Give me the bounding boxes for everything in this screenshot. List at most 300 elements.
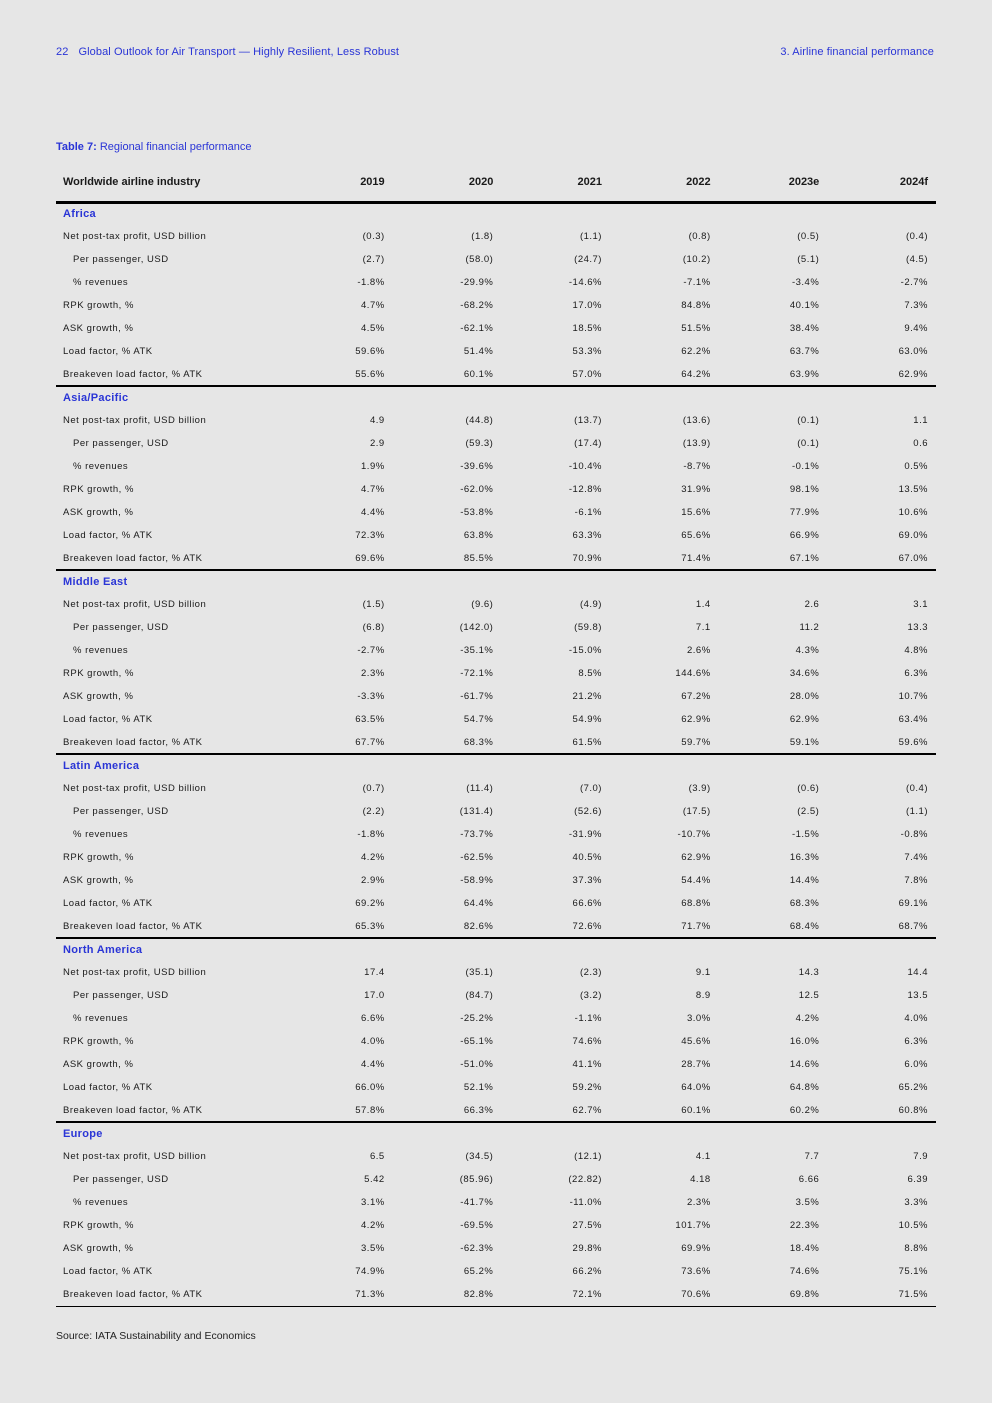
cell-value: 63.0% xyxy=(898,346,928,357)
cell-value: 62.2% xyxy=(681,346,711,357)
cell-value: 9.4% xyxy=(904,323,928,334)
cell-value: (1.1) xyxy=(579,231,602,242)
row-label: RPK growth, % xyxy=(63,852,134,863)
cell-value: -11.0% xyxy=(569,1197,602,1208)
cell-value: 65.2% xyxy=(898,1082,928,1093)
cell-value: 7.1 xyxy=(695,622,711,633)
cell-value: 7.3% xyxy=(904,300,928,311)
year-header: 2022 xyxy=(610,164,719,202)
cell-value: 66.6% xyxy=(572,898,602,909)
cell-value: 69.8% xyxy=(719,1283,828,1306)
cell-value: 31.9% xyxy=(681,484,711,495)
cell-value: 3.5% xyxy=(795,1197,820,1208)
cell-value: -72.1% xyxy=(460,668,494,679)
row-label: RPK growth, % xyxy=(63,300,134,311)
cell-value: 77.9% xyxy=(789,507,820,518)
table-row xyxy=(56,547,936,570)
row-label: ASK growth, % xyxy=(63,507,134,518)
cell-value: 17.4 xyxy=(364,967,385,978)
cell-value: 59.6% xyxy=(355,346,385,357)
cell-value: -53.8% xyxy=(460,507,494,518)
year-header: 2021 xyxy=(501,164,610,202)
table-row xyxy=(56,1099,936,1122)
cell-value: 3.1% xyxy=(361,1197,385,1208)
header-label: Worldwide airline industry xyxy=(56,164,284,202)
cell-value: -12.8% xyxy=(568,484,602,495)
table-row xyxy=(56,1053,936,1076)
cell-value: (3.2) xyxy=(579,990,602,1001)
cell-value: (84.7) xyxy=(465,990,494,1001)
cell-value: 59.2% xyxy=(572,1082,602,1093)
cell-value: -69.5% xyxy=(460,1220,494,1231)
cell-value: 4.2% xyxy=(361,852,385,863)
cell-value: -2.7% xyxy=(357,645,385,656)
table-row xyxy=(56,1076,936,1099)
cell-value: (58.0) xyxy=(465,254,494,265)
cell-value: 85.5% xyxy=(393,547,502,570)
cell-value: 2.3% xyxy=(361,668,385,679)
cell-value: 60.8% xyxy=(827,1099,936,1122)
year-header: 2020 xyxy=(393,164,502,202)
cell-value: -62.1% xyxy=(460,323,494,334)
cell-value: 0.5% xyxy=(904,461,928,472)
cell-value: (1.1) xyxy=(905,806,928,817)
cell-value: 64.0% xyxy=(681,1082,711,1093)
cell-value: 8.9 xyxy=(695,990,711,1001)
cell-value: (2.7) xyxy=(362,254,385,265)
row-label: Per passenger, USD xyxy=(73,1174,169,1185)
document-title: Global Outlook for Air Transport — Highly Resilient, Less Robust xyxy=(78,46,400,58)
table-row xyxy=(56,317,936,340)
region-name: North America xyxy=(63,944,143,956)
cell-value: -1.1% xyxy=(574,1013,602,1024)
year-header: 2024f xyxy=(827,164,936,202)
cell-value: 6.66 xyxy=(798,1174,820,1185)
table-row xyxy=(56,1030,936,1053)
row-label: Load factor, % ATK xyxy=(63,530,153,541)
cell-value: -73.7% xyxy=(460,829,494,840)
row-label: ASK growth, % xyxy=(63,691,134,702)
row-label: Load factor, % ATK xyxy=(63,1082,153,1093)
cell-value: 6.39 xyxy=(907,1174,928,1185)
cell-value: (0.4) xyxy=(905,231,928,242)
cell-value: 11.2 xyxy=(799,622,820,633)
cell-value: 27.5% xyxy=(572,1220,602,1231)
cell-value: 82.8% xyxy=(393,1283,502,1306)
cell-value: 8.5% xyxy=(578,668,602,679)
region-header-row xyxy=(56,754,936,777)
row-label: Load factor, % ATK xyxy=(63,898,153,909)
cell-value: 63.8% xyxy=(463,530,494,541)
table-row xyxy=(56,1145,936,1168)
cell-value: 60.1% xyxy=(610,1099,719,1122)
cell-value: -0.1% xyxy=(791,461,820,472)
cell-value: -0.8% xyxy=(900,829,928,840)
cell-value: 64.4% xyxy=(463,898,494,909)
cell-value: 17.0% xyxy=(572,300,602,311)
row-label: Breakeven load factor, % ATK xyxy=(56,731,284,754)
cell-value: (24.7) xyxy=(574,254,602,265)
row-label: RPK growth, % xyxy=(63,668,134,679)
cell-value: 72.1% xyxy=(501,1283,610,1306)
cell-value: 14.6% xyxy=(789,1059,820,1070)
cell-value: 75.1% xyxy=(898,1266,928,1277)
cell-value: (0.8) xyxy=(688,231,711,242)
row-label: Net post-tax profit, USD billion xyxy=(63,1151,207,1162)
cell-value: (2.2) xyxy=(362,806,385,817)
table-row xyxy=(56,869,936,892)
cell-value: 82.6% xyxy=(393,915,502,938)
cell-value: 65.2% xyxy=(463,1266,494,1277)
cell-value: 10.5% xyxy=(898,1220,928,1231)
table-row xyxy=(56,248,936,271)
cell-value: (142.0) xyxy=(459,622,494,633)
table-body xyxy=(56,202,936,1306)
cell-value: (0.3) xyxy=(362,231,385,242)
cell-value: 74.6% xyxy=(572,1036,602,1047)
cell-value: -35.1% xyxy=(460,645,494,656)
cell-value: 98.1% xyxy=(789,484,820,495)
cell-value: 4.18 xyxy=(690,1174,711,1185)
cell-value: -51.0% xyxy=(460,1059,494,1070)
cell-value: 14.3 xyxy=(798,967,820,978)
row-label: Per passenger, USD xyxy=(73,254,169,265)
cell-value: 64.2% xyxy=(610,363,719,386)
cell-value: (0.6) xyxy=(797,783,820,794)
cell-value: 10.6% xyxy=(898,507,928,518)
cell-value: -1.8% xyxy=(357,829,385,840)
cell-value: 72.3% xyxy=(355,530,385,541)
cell-value: 4.5% xyxy=(361,323,385,334)
table-row xyxy=(56,685,936,708)
cell-value: -15.0% xyxy=(568,645,602,656)
region-name: Latin America xyxy=(63,760,140,772)
cell-value: 2.9 xyxy=(369,438,385,449)
cell-value: (1.8) xyxy=(471,231,494,242)
cell-value: 12.5 xyxy=(798,990,820,1001)
cell-value: 69.1% xyxy=(898,898,928,909)
cell-value: 4.2% xyxy=(361,1220,385,1231)
table-row xyxy=(56,455,936,478)
cell-value: (7.0) xyxy=(579,783,602,794)
section-title: 3. Airline financial performance xyxy=(780,46,934,58)
table-row xyxy=(56,363,936,386)
cell-value: (13.6) xyxy=(682,415,711,426)
cell-value: (9.6) xyxy=(471,599,494,610)
cell-value: 67.7% xyxy=(284,731,393,754)
cell-value: 68.8% xyxy=(681,898,711,909)
cell-value: 68.3% xyxy=(789,898,820,909)
cell-value: 4.8% xyxy=(904,645,928,656)
cell-value: 4.7% xyxy=(361,300,385,311)
page-number: 22 xyxy=(56,46,69,58)
cell-value: (22.82) xyxy=(568,1174,602,1185)
cell-value: 63.4% xyxy=(898,714,928,725)
cell-value: (3.9) xyxy=(688,783,711,794)
cell-value: -3.4% xyxy=(791,277,820,288)
regional-financial-table xyxy=(56,164,936,1307)
table-row xyxy=(56,915,936,938)
cell-value: 51.5% xyxy=(681,323,711,334)
row-label: Breakeven load factor, % ATK xyxy=(56,1099,284,1122)
cell-value: 34.6% xyxy=(789,668,820,679)
table-row xyxy=(56,1214,936,1237)
cell-value: 3.3% xyxy=(904,1197,928,1208)
cell-value: 66.0% xyxy=(355,1082,385,1093)
cell-value: 73.6% xyxy=(681,1266,711,1277)
row-label: ASK growth, % xyxy=(63,1059,134,1070)
cell-value: 64.8% xyxy=(789,1082,820,1093)
cell-value: 1.4 xyxy=(695,599,711,610)
cell-value: 1.9% xyxy=(361,461,385,472)
table-row xyxy=(56,478,936,501)
row-label: % revenues xyxy=(73,461,129,472)
table-row xyxy=(56,225,936,248)
row-label: Breakeven load factor, % ATK xyxy=(56,1283,284,1306)
cell-value: 68.3% xyxy=(393,731,502,754)
row-label: RPK growth, % xyxy=(63,484,134,495)
cell-value: 13.3 xyxy=(907,622,928,633)
row-label: Per passenger, USD xyxy=(73,622,169,633)
cell-value: -58.9% xyxy=(460,875,494,886)
cell-value: 65.6% xyxy=(681,530,711,541)
cell-value: 4.2% xyxy=(795,1013,820,1024)
row-label: % revenues xyxy=(73,1013,129,1024)
cell-value: 60.1% xyxy=(393,363,502,386)
table-row xyxy=(56,409,936,432)
table-row xyxy=(56,777,936,800)
cell-value: 6.6% xyxy=(361,1013,385,1024)
cell-value: 2.9% xyxy=(361,875,385,886)
cell-value: (4.9) xyxy=(579,599,602,610)
table-row xyxy=(56,846,936,869)
cell-value: 62.9% xyxy=(827,363,936,386)
row-label: % revenues xyxy=(73,829,129,840)
cell-value: 66.9% xyxy=(789,530,820,541)
cell-value: 2.3% xyxy=(686,1197,711,1208)
cell-value: 54.7% xyxy=(463,714,494,725)
cell-value: 63.9% xyxy=(719,363,828,386)
table-row xyxy=(56,662,936,685)
table-row xyxy=(56,524,936,547)
cell-value: 28.7% xyxy=(681,1059,711,1070)
cell-value: (34.5) xyxy=(465,1151,494,1162)
cell-value: -14.6% xyxy=(568,277,602,288)
table-row xyxy=(56,984,936,1007)
table-row xyxy=(56,1237,936,1260)
row-label: ASK growth, % xyxy=(63,875,134,886)
cell-value: -8.7% xyxy=(683,461,711,472)
cell-value: 16.3% xyxy=(789,852,820,863)
cell-value: 54.4% xyxy=(681,875,711,886)
cell-value: (0.5) xyxy=(797,231,820,242)
row-label: Breakeven load factor, % ATK xyxy=(56,363,284,386)
cell-value: (10.2) xyxy=(682,254,711,265)
cell-value: 57.8% xyxy=(284,1099,393,1122)
cell-value: 70.9% xyxy=(501,547,610,570)
year-header: 2019 xyxy=(284,164,393,202)
table-caption-label: Table 7: xyxy=(56,141,97,153)
region-name: Africa xyxy=(63,208,96,221)
row-label: Per passenger, USD xyxy=(73,806,169,817)
cell-value: 5.42 xyxy=(364,1174,385,1185)
row-label: Load factor, % ATK xyxy=(63,346,153,357)
cell-value: (131.4) xyxy=(459,806,494,817)
region-header-row xyxy=(56,570,936,593)
cell-value: 67.2% xyxy=(681,691,711,702)
cell-value: 101.7% xyxy=(675,1220,711,1231)
cell-value: 4.7% xyxy=(361,484,385,495)
region-header-row xyxy=(56,202,936,225)
row-label: Per passenger, USD xyxy=(73,990,169,1001)
cell-value: 29.8% xyxy=(572,1243,602,1254)
cell-value: 71.4% xyxy=(610,547,719,570)
cell-value: (5.1) xyxy=(797,254,820,265)
cell-value: 6.5 xyxy=(369,1151,385,1162)
cell-value: 6.3% xyxy=(904,1036,928,1047)
cell-value: 7.8% xyxy=(904,875,928,886)
cell-value: 54.9% xyxy=(572,714,602,725)
cell-value: 68.7% xyxy=(827,915,936,938)
table-row xyxy=(56,1007,936,1030)
cell-value: 28.0% xyxy=(789,691,820,702)
table-row xyxy=(56,639,936,662)
cell-value: 7.9 xyxy=(913,1151,928,1162)
cell-value: 15.6% xyxy=(681,507,711,518)
cell-value: 69.0% xyxy=(898,530,928,541)
table-header-row xyxy=(56,164,936,202)
cell-value: 2.6% xyxy=(686,645,711,656)
cell-value: 8.8% xyxy=(904,1243,928,1254)
cell-value: 37.3% xyxy=(572,875,602,886)
cell-value: 71.7% xyxy=(610,915,719,938)
cell-value: 65.3% xyxy=(284,915,393,938)
cell-value: (6.8) xyxy=(362,622,385,633)
cell-value: 59.7% xyxy=(610,731,719,754)
row-label: RPK growth, % xyxy=(63,1036,134,1047)
table-caption xyxy=(56,141,251,153)
cell-value: 69.6% xyxy=(284,547,393,570)
cell-value: 2.6 xyxy=(804,599,820,610)
cell-value: 4.0% xyxy=(361,1036,385,1047)
cell-value: 7.7 xyxy=(804,1151,820,1162)
cell-value: (0.1) xyxy=(797,438,820,449)
cell-value: -1.8% xyxy=(357,277,385,288)
region-header-row xyxy=(56,1122,936,1145)
cell-value: 40.5% xyxy=(572,852,602,863)
cell-value: 62.9% xyxy=(681,714,711,725)
table-row xyxy=(56,1283,936,1306)
cell-value: -62.5% xyxy=(460,852,494,863)
cell-value: -7.1% xyxy=(683,277,711,288)
cell-value: 84.8% xyxy=(681,300,711,311)
table-row xyxy=(56,1168,936,1191)
cell-value: 4.1 xyxy=(695,1151,711,1162)
table-row xyxy=(56,961,936,984)
row-label: Per passenger, USD xyxy=(73,438,169,449)
cell-value: 69.2% xyxy=(355,898,385,909)
table-row xyxy=(56,616,936,639)
cell-value: (35.1) xyxy=(465,967,494,978)
cell-value: 59.1% xyxy=(719,731,828,754)
cell-value: 3.0% xyxy=(686,1013,711,1024)
header-left xyxy=(56,46,399,58)
source-note: Source: IATA Sustainability and Economics xyxy=(56,1330,256,1342)
cell-value: 71.3% xyxy=(284,1283,393,1306)
cell-value: -10.4% xyxy=(568,461,602,472)
cell-value: 63.7% xyxy=(789,346,820,357)
row-label: ASK growth, % xyxy=(63,323,134,334)
row-label: Breakeven load factor, % ATK xyxy=(56,915,284,938)
cell-value: -3.3% xyxy=(357,691,385,702)
cell-value: 14.4% xyxy=(789,875,820,886)
cell-value: 41.1% xyxy=(572,1059,602,1070)
cell-value: -1.5% xyxy=(791,829,820,840)
table-row xyxy=(56,731,936,754)
cell-value: (4.5) xyxy=(905,254,928,265)
cell-value: -62.3% xyxy=(460,1243,494,1254)
cell-value: 45.6% xyxy=(681,1036,711,1047)
cell-value: -65.1% xyxy=(460,1036,494,1047)
table-row xyxy=(56,432,936,455)
cell-value: 13.5% xyxy=(898,484,928,495)
cell-value: 66.3% xyxy=(393,1099,502,1122)
table-row xyxy=(56,340,936,363)
cell-value: 59.6% xyxy=(827,731,936,754)
row-label: ASK growth, % xyxy=(63,1243,134,1254)
table-row xyxy=(56,1191,936,1214)
cell-value: 4.3% xyxy=(795,645,820,656)
cell-value: 9.1 xyxy=(695,967,711,978)
cell-value: 3.1 xyxy=(913,599,928,610)
region-name: Asia/Pacific xyxy=(63,392,129,404)
cell-value: 4.9 xyxy=(369,415,385,426)
cell-value: 69.9% xyxy=(681,1243,711,1254)
cell-value: 67.0% xyxy=(827,547,936,570)
region-name: Europe xyxy=(63,1128,103,1140)
cell-value: 21.2% xyxy=(572,691,602,702)
cell-value: 71.5% xyxy=(827,1283,936,1306)
cell-value: 14.4 xyxy=(907,967,928,978)
table-row xyxy=(56,501,936,524)
table-row xyxy=(56,823,936,846)
cell-value: (17.4) xyxy=(574,438,602,449)
row-label: Load factor, % ATK xyxy=(63,1266,153,1277)
cell-value: 70.6% xyxy=(610,1283,719,1306)
cell-value: (0.1) xyxy=(797,415,820,426)
cell-value: -2.7% xyxy=(900,277,928,288)
table-row xyxy=(56,892,936,915)
cell-value: -61.7% xyxy=(460,691,494,702)
cell-value: 3.5% xyxy=(361,1243,385,1254)
table-row xyxy=(56,1260,936,1283)
cell-value: 6.3% xyxy=(904,668,928,679)
cell-value: 66.2% xyxy=(572,1266,602,1277)
cell-value: 67.1% xyxy=(719,547,828,570)
cell-value: 72.6% xyxy=(501,915,610,938)
cell-value: -39.6% xyxy=(460,461,494,472)
row-label: Net post-tax profit, USD billion xyxy=(63,599,207,610)
cell-value: 63.3% xyxy=(572,530,602,541)
running-header xyxy=(56,46,934,58)
cell-value: 0.6 xyxy=(913,438,928,449)
cell-value: 1.1 xyxy=(913,415,928,426)
cell-value: 22.3% xyxy=(789,1220,820,1231)
cell-value: 51.4% xyxy=(463,346,494,357)
cell-value: 13.5 xyxy=(907,990,928,1001)
cell-value: 144.6% xyxy=(675,668,711,679)
cell-value: (13.7) xyxy=(574,415,602,426)
